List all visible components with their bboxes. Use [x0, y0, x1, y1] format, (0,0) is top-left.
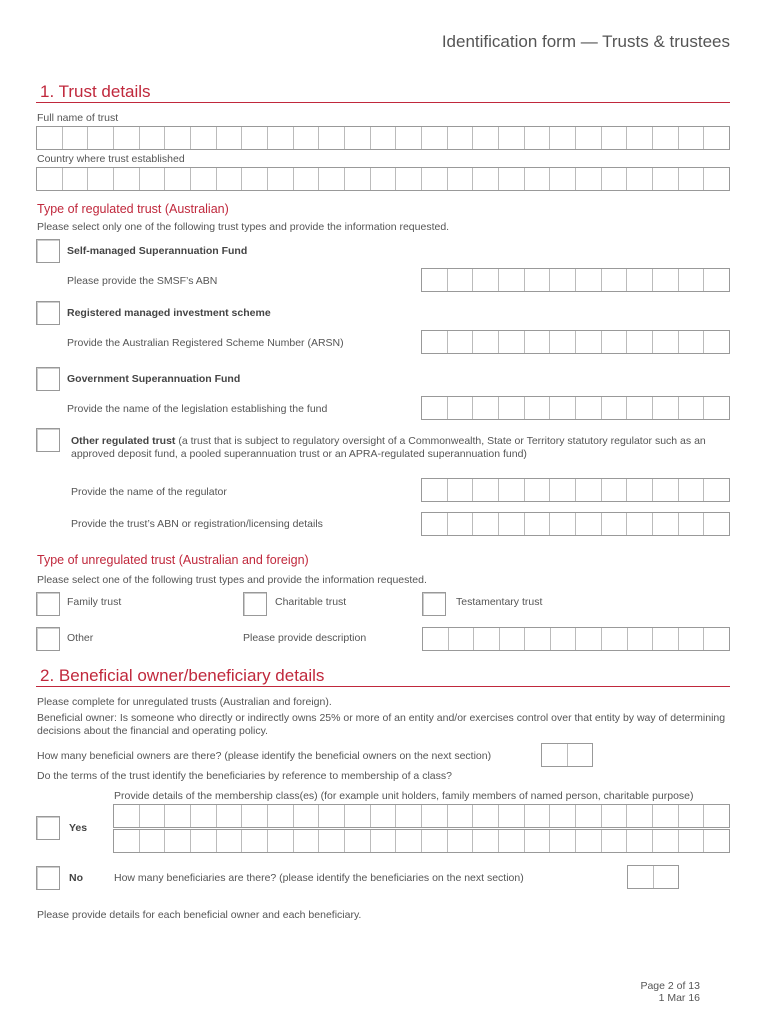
beneficiaries-count-field[interactable] [627, 865, 679, 889]
page-title: Identification form — Trusts & trustees [441, 32, 730, 51]
other-regulated-desc: (a trust that is subject to regulatory oversight of a Commonwealth, State or Territory statutory regulator such as an approved deposit fund, a pooled superannuation trust or an APRA-regulated superannuation fund) [71, 435, 706, 460]
details-note: Please provide details for each beneficial owner and each beneficiary. [37, 909, 362, 921]
how-many-beneficiaries-label: How many beneficiaries are there? (please identify the beneficiaries on the next section) [114, 872, 524, 884]
other-unregulated-checkbox[interactable] [36, 627, 60, 651]
arsn-label: Provide the Australian Registered Scheme Number (ARSN) [67, 337, 344, 349]
smsf-label: Self-managed Superannuation Fund [67, 245, 248, 257]
country-label: Country where trust established [37, 153, 185, 165]
page-number: Page 2 of 13 [640, 980, 700, 992]
rmis-checkbox[interactable] [36, 301, 60, 325]
testamentary-trust-checkbox[interactable] [422, 592, 446, 616]
membership-details-label: Provide details of the membership class(es) (for example unit holders, family members of named person, charitable purpose) [114, 790, 694, 802]
regulated-instruction: Please select only one of the following trust types and provide the information requested. [37, 221, 450, 233]
other-regulated-checkbox[interactable] [36, 428, 60, 452]
legislation-label: Provide the name of the legislation establishing the fund [67, 403, 328, 415]
charitable-trust-checkbox[interactable] [243, 592, 267, 616]
membership-field-line-1[interactable] [113, 804, 730, 828]
rmis-label: Registered managed investment scheme [67, 307, 271, 319]
other-regulated-text [71, 435, 731, 461]
gsf-label: Government Superannuation Fund [67, 373, 241, 385]
arsn-field[interactable] [421, 330, 730, 354]
gsf-checkbox[interactable] [36, 367, 60, 391]
membership-field-line-2[interactable] [113, 829, 730, 853]
unregulated-instruction: Please select one of the following trust types and provide the information requested. [37, 574, 427, 586]
family-trust-checkbox[interactable] [36, 592, 60, 616]
regulator-field[interactable] [421, 478, 730, 502]
full-name-field[interactable] [36, 126, 730, 150]
section-2-heading: 2. Beneficial owner/beneficiary details [40, 666, 325, 685]
membership-question: Do the terms of the trust identify the beneficiaries by reference to membership of a class? [37, 770, 452, 782]
family-trust-label: Family trust [67, 596, 122, 608]
section-1-heading: 1. Trust details [40, 82, 151, 101]
other-regulated-label: Other regulated trust [71, 435, 176, 447]
yes-label: Yes [69, 822, 88, 834]
smsf-abn-label: Please provide the SMSF’s ABN [67, 275, 218, 287]
legislation-field[interactable] [421, 396, 730, 420]
description-label: Please provide description [243, 632, 367, 644]
smsf-abn-field[interactable] [421, 268, 730, 292]
section-2-rule [36, 686, 730, 687]
section-1-rule [36, 102, 730, 103]
testamentary-trust-label: Testamentary trust [456, 596, 543, 608]
description-field[interactable] [422, 627, 730, 651]
abn-reg-label: Provide the trust’s ABN or registration/licensing details [71, 518, 323, 530]
smsf-checkbox[interactable] [36, 239, 60, 263]
regulator-label: Provide the name of the regulator [71, 486, 227, 498]
regulated-heading: Type of regulated trust (Australian) [37, 202, 229, 216]
unregulated-heading: Type of unregulated trust (Australian and foreign) [37, 553, 309, 567]
complete-note: Please complete for unregulated trusts (Australian and foreign). [37, 696, 332, 708]
other-unregulated-label: Other [67, 632, 94, 644]
abn-reg-field[interactable] [421, 512, 730, 536]
yes-checkbox[interactable] [36, 816, 60, 840]
owners-count-field[interactable] [541, 743, 593, 767]
country-field[interactable] [36, 167, 730, 191]
form-date: 1 Mar 16 [658, 992, 700, 1004]
how-many-owners-label: How many beneficial owners are there? (please identify the beneficial owners on the next section) [37, 750, 492, 762]
no-checkbox[interactable] [36, 866, 60, 890]
no-label: No [69, 872, 83, 884]
beneficial-owner-definition: Beneficial owner: Is someone who directly or indirectly owns 25% or more of an entity and/or exercises control over that entity by way of determining decisions about the financial and operating policy. [37, 712, 726, 737]
full-name-label: Full name of trust [37, 112, 119, 124]
charitable-trust-label: Charitable trust [275, 596, 347, 608]
